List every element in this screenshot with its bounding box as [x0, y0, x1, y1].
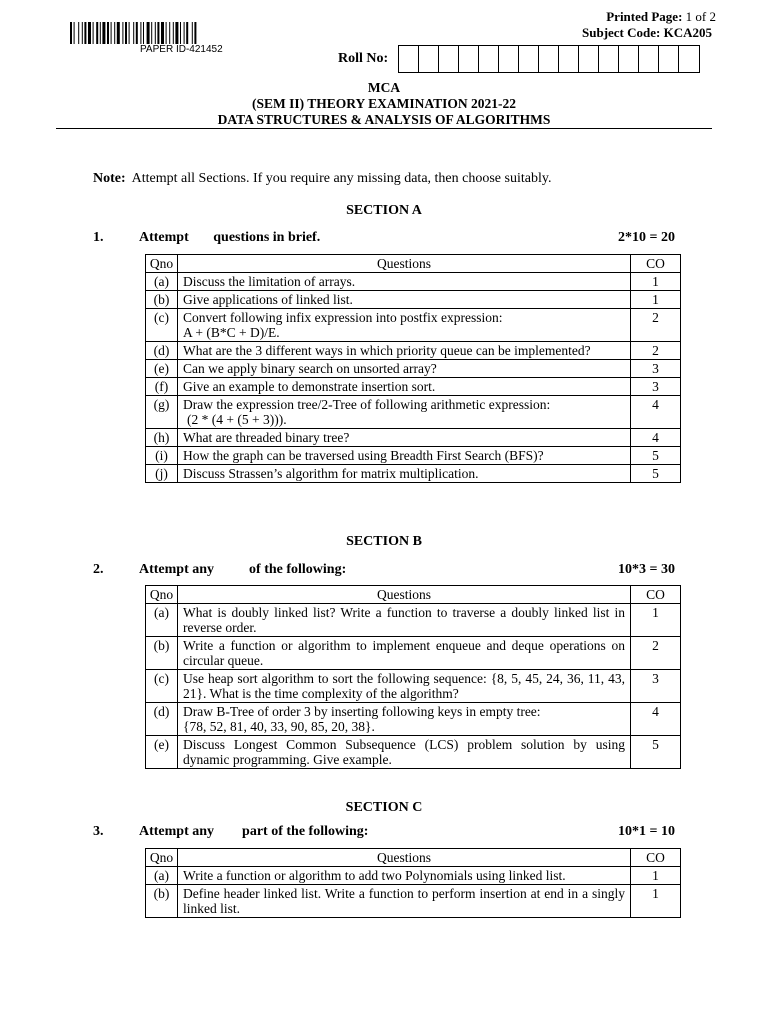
- question-text-line: A + (B*C + D)/E.: [183, 325, 280, 340]
- question-text-line: Discuss the limitation of arrays.: [183, 274, 356, 289]
- question-marks: 10*3 = 30: [618, 562, 675, 577]
- question-label: (a): [146, 273, 178, 291]
- barcode-bar: [147, 22, 150, 44]
- question-number: 1.: [93, 230, 104, 245]
- question-text: [178, 429, 631, 447]
- barcode-bar: [192, 22, 193, 44]
- roll-no-box[interactable]: [519, 46, 539, 72]
- note: [93, 171, 551, 187]
- barcode-image: [70, 22, 298, 44]
- section-a-table: [145, 254, 681, 483]
- questions-header: Questions: [178, 255, 631, 273]
- questions-header: Questions: [178, 849, 631, 867]
- question-text: [178, 465, 631, 483]
- question-text-line: Draw the expression tree/2-Tree of following arithmetic expression:: [183, 397, 551, 412]
- question-label: (j): [146, 465, 178, 483]
- table-row: [146, 273, 681, 291]
- question-marks: 10*1 = 10: [618, 824, 675, 839]
- question-label: (b): [146, 885, 178, 918]
- roll-no-box[interactable]: [499, 46, 519, 72]
- barcode-bar: [157, 22, 159, 44]
- barcode-bar: [102, 22, 105, 44]
- question-text-line: What are the 3 different ways in which priority queue can be implemented?: [183, 343, 591, 358]
- subject-code: Subject Code: KCA205: [582, 25, 712, 40]
- header-divider: [56, 128, 712, 129]
- question-text: [178, 360, 631, 378]
- question-label: (e): [146, 360, 178, 378]
- course-outcome: 1: [631, 867, 681, 885]
- question-label: (d): [146, 703, 178, 736]
- roll-no-box[interactable]: [659, 46, 679, 72]
- question-label: (f): [146, 378, 178, 396]
- question-text-line: Give applications of linked list.: [183, 292, 353, 307]
- barcode-bar: [111, 22, 112, 44]
- roll-no-box[interactable]: [559, 46, 579, 72]
- question-label: (b): [146, 637, 178, 670]
- question-label: (i): [146, 447, 178, 465]
- question-text: [178, 736, 631, 769]
- barcode-bar: [133, 22, 134, 44]
- barcode-bar: [140, 22, 141, 44]
- question-label: (d): [146, 342, 178, 360]
- course-outcome: 4: [631, 429, 681, 447]
- barcode-bar: [151, 22, 152, 44]
- subject-title: DATA STRUCTURES & ANALYSIS OF ALGORITHMS: [217, 112, 551, 127]
- question-text-line: Can we apply binary search on unsorted array?: [183, 361, 437, 376]
- course-outcome: 3: [631, 378, 681, 396]
- table-row: [146, 429, 681, 447]
- barcode-bar: [122, 22, 123, 44]
- question-label: (c): [146, 309, 178, 342]
- barcode-bar: [82, 22, 83, 44]
- question-text-line: Write a function or algorithm to add two Polynomials using linked list.: [183, 868, 566, 883]
- barcode-bar: [114, 22, 115, 44]
- barcode-bar: [169, 22, 170, 44]
- questions-header: Questions: [178, 586, 631, 604]
- section-b-title: SECTION B: [346, 534, 422, 549]
- question-text: [178, 291, 631, 309]
- barcode-bar: [173, 22, 174, 44]
- course-outcome: 5: [631, 736, 681, 769]
- section-c-table: [145, 848, 681, 918]
- question-text: [178, 703, 631, 736]
- printed-page: [606, 9, 716, 25]
- question-marks: 2*10 = 20: [618, 230, 675, 245]
- question-text-line: Discuss Strassen’s algorithm for matrix multiplication.: [183, 466, 479, 481]
- table-row: [146, 703, 681, 736]
- barcode-bar: [117, 22, 120, 44]
- barcode-bar: [136, 22, 138, 44]
- table-row: [146, 670, 681, 703]
- table-row: [146, 604, 681, 637]
- question-label: (a): [146, 604, 178, 637]
- section-c-title: SECTION C: [345, 800, 423, 815]
- course-outcome: 4: [631, 396, 681, 429]
- co-header: CO: [631, 255, 681, 273]
- roll-no-box[interactable]: [639, 46, 659, 72]
- question-label: (a): [146, 867, 178, 885]
- barcode-bar: [93, 22, 94, 44]
- roll-no-box[interactable]: [679, 46, 699, 72]
- barcode-bar: [175, 22, 178, 44]
- question-text: [178, 885, 631, 918]
- table-header-row: [146, 586, 681, 604]
- table-row: [146, 309, 681, 342]
- course-outcome: 3: [631, 670, 681, 703]
- course-outcome: 1: [631, 291, 681, 309]
- question-text: [178, 342, 631, 360]
- note-label: Note:: [93, 171, 126, 186]
- question-instruction: Attempt any of the following:: [139, 562, 347, 577]
- course-outcome: 1: [631, 885, 681, 918]
- question-label: (e): [146, 736, 178, 769]
- table-row: [146, 736, 681, 769]
- printed-page-value: 1 of 2: [685, 9, 716, 24]
- course-outcome: 2: [631, 342, 681, 360]
- section-b-table: [145, 585, 681, 769]
- roll-no-box[interactable]: [539, 46, 559, 72]
- table-row: [146, 465, 681, 483]
- co-header: CO: [631, 586, 681, 604]
- roll-no-box[interactable]: [619, 46, 639, 72]
- roll-no-box[interactable]: [479, 46, 499, 72]
- table-row: [146, 885, 681, 918]
- question-text-line: Convert following infix expression into postfix expression:: [183, 310, 503, 325]
- question-text-line: Define header linked list. Write a function to perform insertion at end in a singly linked list.: [183, 886, 625, 916]
- question-text: [178, 378, 631, 396]
- question-text-line: Give an example to demonstrate insertion sort.: [183, 379, 436, 394]
- question-label: (h): [146, 429, 178, 447]
- question-text: [178, 637, 631, 670]
- barcode-bar: [74, 22, 75, 44]
- question-text: [178, 309, 631, 342]
- barcode-bar: [70, 22, 72, 44]
- barcode-bar: [186, 22, 188, 44]
- question-label: (g): [146, 396, 178, 429]
- barcode-bar: [143, 22, 144, 44]
- question-text: [178, 867, 631, 885]
- co-header: CO: [631, 849, 681, 867]
- table-row: [146, 291, 681, 309]
- barcode-bar: [78, 22, 79, 44]
- course-outcome: 5: [631, 465, 681, 483]
- barcode-bar: [84, 22, 86, 44]
- section-a-title: SECTION A: [346, 203, 422, 218]
- question-text-line: What are threaded binary tree?: [183, 430, 350, 445]
- question-instruction: Attempt any part of the following:: [139, 824, 369, 839]
- table-header-row: [146, 255, 681, 273]
- qno-header: Qno: [146, 586, 178, 604]
- question-label: (b): [146, 291, 178, 309]
- roll-no-box[interactable]: [439, 46, 459, 72]
- question-text-line: How the graph can be traversed using Breadth First Search (BFS)?: [183, 448, 544, 463]
- roll-no-box[interactable]: [419, 46, 439, 72]
- printed-page-label: Printed Page:: [606, 9, 683, 24]
- course-title: MCA: [367, 80, 401, 95]
- roll-no-label: Roll No:: [338, 51, 389, 66]
- barcode-bar: [180, 22, 181, 44]
- qno-header: Qno: [146, 255, 178, 273]
- paper-id: PAPER ID-421452: [140, 44, 223, 55]
- barcode-bar: [194, 22, 196, 44]
- question-instruction: Attempt questions in brief.: [139, 230, 321, 245]
- barcode-bar: [184, 22, 185, 44]
- table-row: [146, 342, 681, 360]
- question-text-line: (2 * (4 + (5 + 3))).: [187, 412, 287, 427]
- question-text: [178, 273, 631, 291]
- course-outcome: 3: [631, 360, 681, 378]
- barcode-bar: [125, 22, 127, 44]
- barcode-bar: [107, 22, 109, 44]
- question-text-line: Write a function or algorithm to implement enqueue and deque operations on circular queue.: [183, 638, 625, 668]
- roll-no-box[interactable]: [579, 46, 599, 72]
- table-row: [146, 378, 681, 396]
- qno-header: Qno: [146, 849, 178, 867]
- question-number: 3.: [93, 824, 104, 839]
- course-outcome: 1: [631, 604, 681, 637]
- note-text: Attempt all Sections. If you require any missing data, then choose suitably.: [131, 171, 552, 186]
- question-text: [178, 447, 631, 465]
- question-text: [178, 396, 631, 429]
- course-outcome: 5: [631, 447, 681, 465]
- question-text-line: Use heap sort algorithm to sort the following sequence: {8, 5, 45, 24, 36, 11, 43, 21}. What is the time complexity of the algorithm?: [183, 671, 625, 701]
- table-row: [146, 447, 681, 465]
- table-row: [146, 360, 681, 378]
- barcode-bar: [166, 22, 167, 44]
- question-text-line: {78, 52, 81, 40, 33, 90, 85, 20, 38}.: [183, 719, 375, 734]
- table-row: [146, 637, 681, 670]
- exam-title: (SEM II) THEORY EXAMINATION 2021-22: [251, 96, 517, 111]
- barcode-bar: [96, 22, 98, 44]
- course-outcome: 4: [631, 703, 681, 736]
- table-row: [146, 867, 681, 885]
- course-outcome: 1: [631, 273, 681, 291]
- course-outcome: 2: [631, 309, 681, 342]
- question-text-line: Draw B-Tree of order 3 by inserting following keys in empty tree:: [183, 704, 541, 719]
- barcode-bar: [100, 22, 101, 44]
- question-text: [178, 604, 631, 637]
- table-row: [146, 396, 681, 429]
- barcode-bar: [129, 22, 130, 44]
- question-text-line: What is doubly linked list? Write a function to traverse a doubly linked list in reverse order.: [183, 605, 625, 635]
- table-header-row: [146, 849, 681, 867]
- question-text-line: Discuss Longest Common Subsequence (LCS) problem solution by using dynamic programming. Give example.: [183, 737, 625, 767]
- barcode-bar: [88, 22, 91, 44]
- roll-no-box[interactable]: [599, 46, 619, 72]
- question-text: [178, 670, 631, 703]
- roll-no-box[interactable]: [459, 46, 479, 72]
- roll-no-box[interactable]: [399, 46, 419, 72]
- barcode-bar: [161, 22, 164, 44]
- barcode-bar: [155, 22, 156, 44]
- roll-no-boxes[interactable]: [398, 45, 700, 73]
- course-outcome: 2: [631, 637, 681, 670]
- question-label: (c): [146, 670, 178, 703]
- question-number: 2.: [93, 562, 104, 577]
